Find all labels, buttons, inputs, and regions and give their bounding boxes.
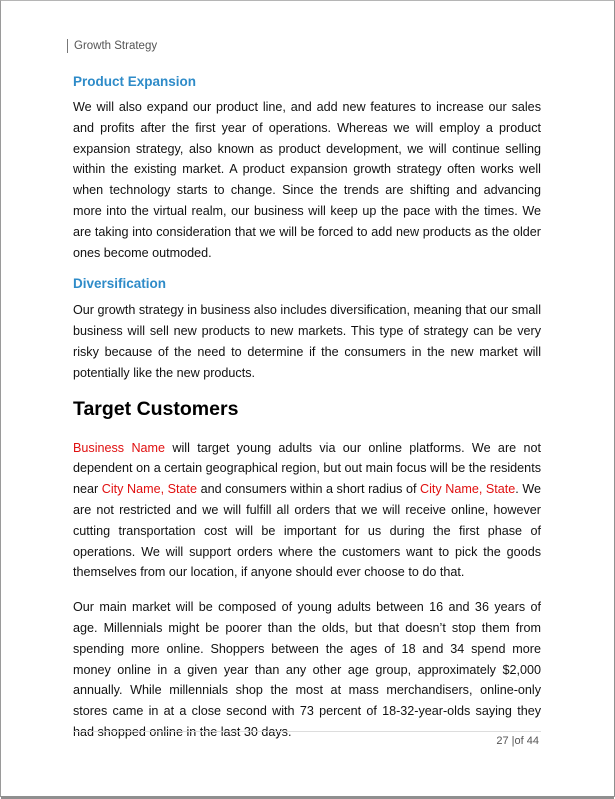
footer-divider [73,731,541,732]
text-run: . We are not restricted and we will fulfill all orders that we will receive online, however cutting transportation cost will be important for us during the first phase of operations. We will support orders where the customers want to pick the goods themselves from our location, if anyone should ever choose to do that. [73,482,541,580]
placeholder-city-name: City Name, State [101,482,198,497]
section-heading-diversification: Diversification [73,276,167,292]
paragraph-product-expansion: We will also expand our product line, and add new features to increase our sales and profits after the first year of operations. Whereas we will employ a product expansion strategy, also known as product development, we will continue selling within the existing market. A product expansion growth strategy often works well when technology starts to change. Since the trends are shifting and advancing more into the virtual realm, our business will keep up the pace with the times. We are taking into consideration that we will be forced to add new products as the older ones become outmoded. [73,100,541,260]
section-heading-target-customers: Target Customers [73,397,239,420]
text-run: will target young adults via our online platforms. We are not dependent on a certain geographical region, but out main focus will be the residents near [73,440,541,497]
running-header: Growth Strategy [67,39,157,53]
page-content [73,73,541,743]
text-run: and consumers within a short radius of [197,482,420,497]
paragraph-target-customers-1 [73,438,541,584]
placeholder-business-name: Business Name [73,440,166,455]
paragraph-target-customers-2: Our main market will be composed of young adults between 16 and 36 years of age. Millennials might be poorer than the olds, but that doesn’t stop them from spending more online. Shoppers between the ages of 18 and 34 spend more money online in a given year than any other age group, approximately $2,000 annually. While millennials shop the most at mass merchandisers, online-only stores came in at a close second with 73 percent of 18-32-year-olds saying they [73,600,541,719]
placeholder-city-name: City Name, State [420,482,516,497]
section-heading-product-expansion: Product Expansion [73,74,197,89]
paragraph-diversification: Our growth strategy in business also includes diversification, meaning that our small business will sell new products to new markets. This type of strategy can be very risky because of the need to determine if the consumers in the new market will potentially like the new products. [73,303,541,380]
page-number: 27 |of 44 [496,735,539,747]
